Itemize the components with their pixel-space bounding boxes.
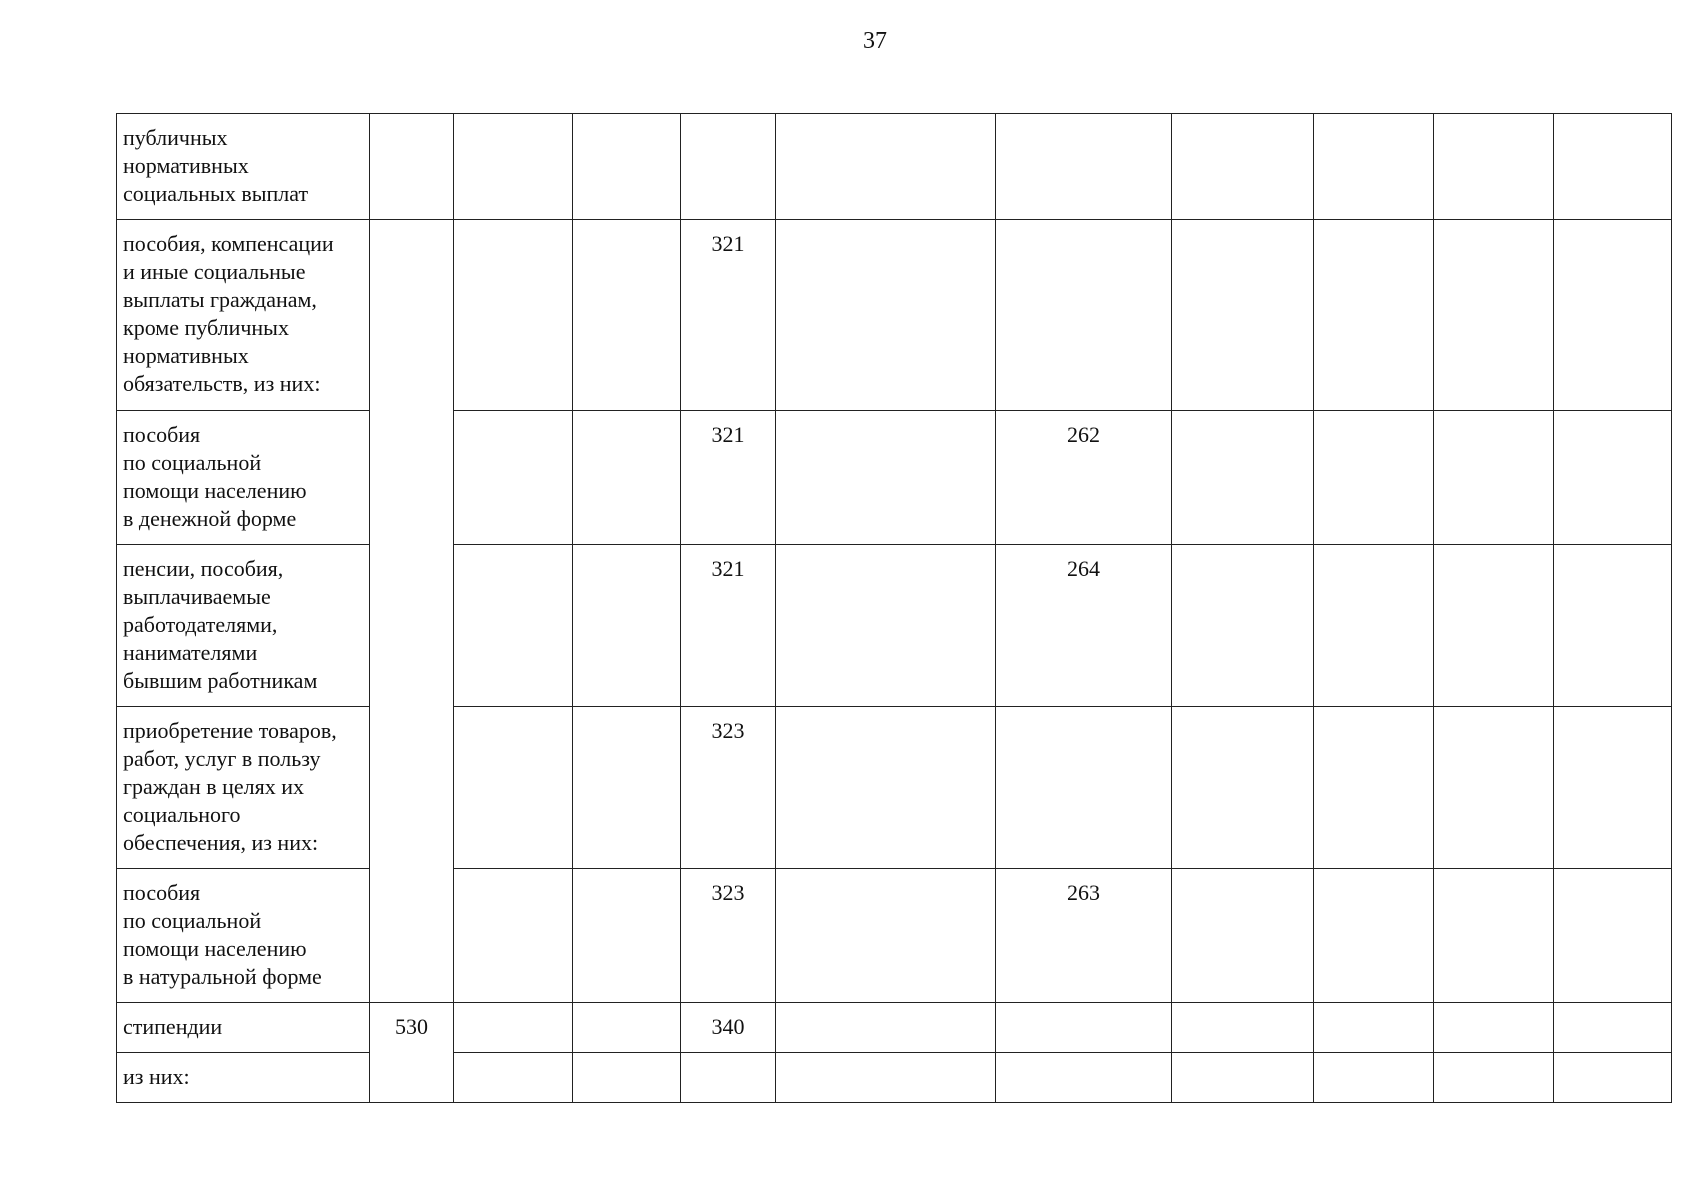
row-label-line: по социальной <box>123 908 262 933</box>
empty-cell <box>573 411 681 545</box>
empty-cell <box>1434 114 1554 220</box>
row-label-line: кроме публичных <box>123 315 289 340</box>
row-label-line: нормативных <box>123 343 249 368</box>
row-label-line: из них: <box>123 1064 190 1089</box>
empty-cell <box>1554 707 1672 869</box>
kvr-cell: 323 <box>681 869 776 1003</box>
row-label-line: пособия <box>123 880 201 905</box>
row-label-line: по социальной <box>123 450 262 475</box>
empty-cell <box>1434 869 1554 1003</box>
empty-cell <box>573 1053 681 1103</box>
kvr-cell: 321 <box>681 545 776 707</box>
empty-cell <box>1172 1003 1314 1053</box>
row-label-line: социальных выплат <box>123 181 309 206</box>
row-label-line: публичных <box>123 125 228 150</box>
row-label-line: работодателями, <box>123 612 278 637</box>
empty-cell <box>1434 411 1554 545</box>
empty-cell <box>1434 220 1554 411</box>
empty-cell <box>454 114 573 220</box>
empty-cell <box>454 411 573 545</box>
empty-cell <box>573 220 681 411</box>
row-label <box>117 1003 370 1053</box>
empty-cell <box>1172 411 1314 545</box>
kosgu-cell: 262 <box>996 411 1172 545</box>
table-row <box>117 869 1672 1003</box>
table-row <box>117 707 1672 869</box>
row-label-line: стипендии <box>123 1014 223 1039</box>
kosgu-cell <box>996 1003 1172 1053</box>
row-label-line: помощи населению <box>123 478 307 503</box>
empty-cell <box>1314 1053 1434 1103</box>
table-row <box>117 220 1672 411</box>
empty-cell <box>776 545 996 707</box>
kvr-cell: 340 <box>681 1003 776 1053</box>
empty-cell <box>573 1003 681 1053</box>
empty-cell <box>1172 1053 1314 1103</box>
empty-cell <box>1554 1003 1672 1053</box>
empty-cell <box>1314 869 1434 1003</box>
empty-cell <box>1434 707 1554 869</box>
empty-cell <box>573 114 681 220</box>
row-label <box>117 545 370 707</box>
row-label-line: выплачиваемые <box>123 584 271 609</box>
table-row <box>117 1053 1672 1103</box>
row-label-line: граждан в целях их <box>123 774 305 799</box>
kvr-cell: 321 <box>681 220 776 411</box>
kosgu-cell <box>996 1053 1172 1103</box>
row-label <box>117 411 370 545</box>
empty-cell <box>1314 114 1434 220</box>
empty-cell <box>1434 1003 1554 1053</box>
kosgu-cell: 264 <box>996 545 1172 707</box>
row-label-line: в денежной форме <box>123 506 297 531</box>
line-code-cell: 530 <box>370 1003 454 1103</box>
empty-cell <box>1172 114 1314 220</box>
empty-cell <box>1554 114 1672 220</box>
empty-cell <box>776 411 996 545</box>
table-row <box>117 411 1672 545</box>
row-label-line: пособия <box>123 422 201 447</box>
table-row <box>117 1003 1672 1053</box>
empty-cell <box>776 114 996 220</box>
empty-cell <box>573 869 681 1003</box>
kvr-cell <box>681 1053 776 1103</box>
empty-cell <box>454 220 573 411</box>
empty-cell <box>454 1003 573 1053</box>
empty-cell <box>1554 545 1672 707</box>
kosgu-cell: 263 <box>996 869 1172 1003</box>
row-label-line: социального <box>123 802 241 827</box>
kvr-cell <box>681 114 776 220</box>
table-row <box>117 114 1672 220</box>
empty-cell <box>1554 869 1672 1003</box>
empty-cell <box>1554 1053 1672 1103</box>
empty-cell <box>454 869 573 1003</box>
row-label-line: приобретение товаров, <box>123 718 337 743</box>
empty-cell <box>1554 220 1672 411</box>
kvr-cell: 323 <box>681 707 776 869</box>
empty-cell <box>1172 707 1314 869</box>
kosgu-cell <box>996 707 1172 869</box>
row-label-line: нормативных <box>123 153 249 178</box>
row-label-line: в натуральной форме <box>123 964 322 989</box>
row-label-line: работ, услуг в пользу <box>123 746 321 771</box>
row-label-line: бывшим работникам <box>123 668 318 693</box>
row-label-line: пособия, компенсации <box>123 231 334 256</box>
empty-cell <box>1172 545 1314 707</box>
row-label <box>117 707 370 869</box>
kvr-cell: 321 <box>681 411 776 545</box>
empty-cell <box>1314 411 1434 545</box>
empty-cell <box>454 545 573 707</box>
row-label-line: обеспечения, из них: <box>123 830 319 855</box>
kosgu-cell <box>996 114 1172 220</box>
line-code-cell <box>370 220 454 1003</box>
empty-cell <box>1434 1053 1554 1103</box>
row-label-line: и иные социальные <box>123 259 306 284</box>
row-label-line: помощи населению <box>123 936 307 961</box>
page-number: 37 <box>863 28 887 54</box>
row-label-line: пенсии, пособия, <box>123 556 284 581</box>
empty-cell <box>1434 545 1554 707</box>
empty-cell <box>776 220 996 411</box>
empty-cell <box>454 707 573 869</box>
empty-cell <box>573 545 681 707</box>
row-label-line: нанимателями <box>123 640 258 665</box>
empty-cell <box>1314 1003 1434 1053</box>
empty-cell <box>1172 220 1314 411</box>
line-code-cell <box>370 114 454 220</box>
budget-table <box>116 113 1672 1103</box>
empty-cell <box>1554 411 1672 545</box>
empty-cell <box>454 1053 573 1103</box>
table-row <box>117 545 1672 707</box>
row-label <box>117 869 370 1003</box>
empty-cell <box>573 707 681 869</box>
empty-cell <box>1314 545 1434 707</box>
kosgu-cell <box>996 220 1172 411</box>
row-label <box>117 1053 370 1103</box>
row-label-line: обязательств, из них: <box>123 371 321 396</box>
row-label <box>117 220 370 411</box>
empty-cell <box>776 707 996 869</box>
empty-cell <box>1314 707 1434 869</box>
empty-cell <box>1314 220 1434 411</box>
row-label <box>117 114 370 220</box>
empty-cell <box>1172 869 1314 1003</box>
row-label-line: выплаты гражданам, <box>123 287 317 312</box>
empty-cell <box>776 1053 996 1103</box>
empty-cell <box>776 1003 996 1053</box>
empty-cell <box>776 869 996 1003</box>
